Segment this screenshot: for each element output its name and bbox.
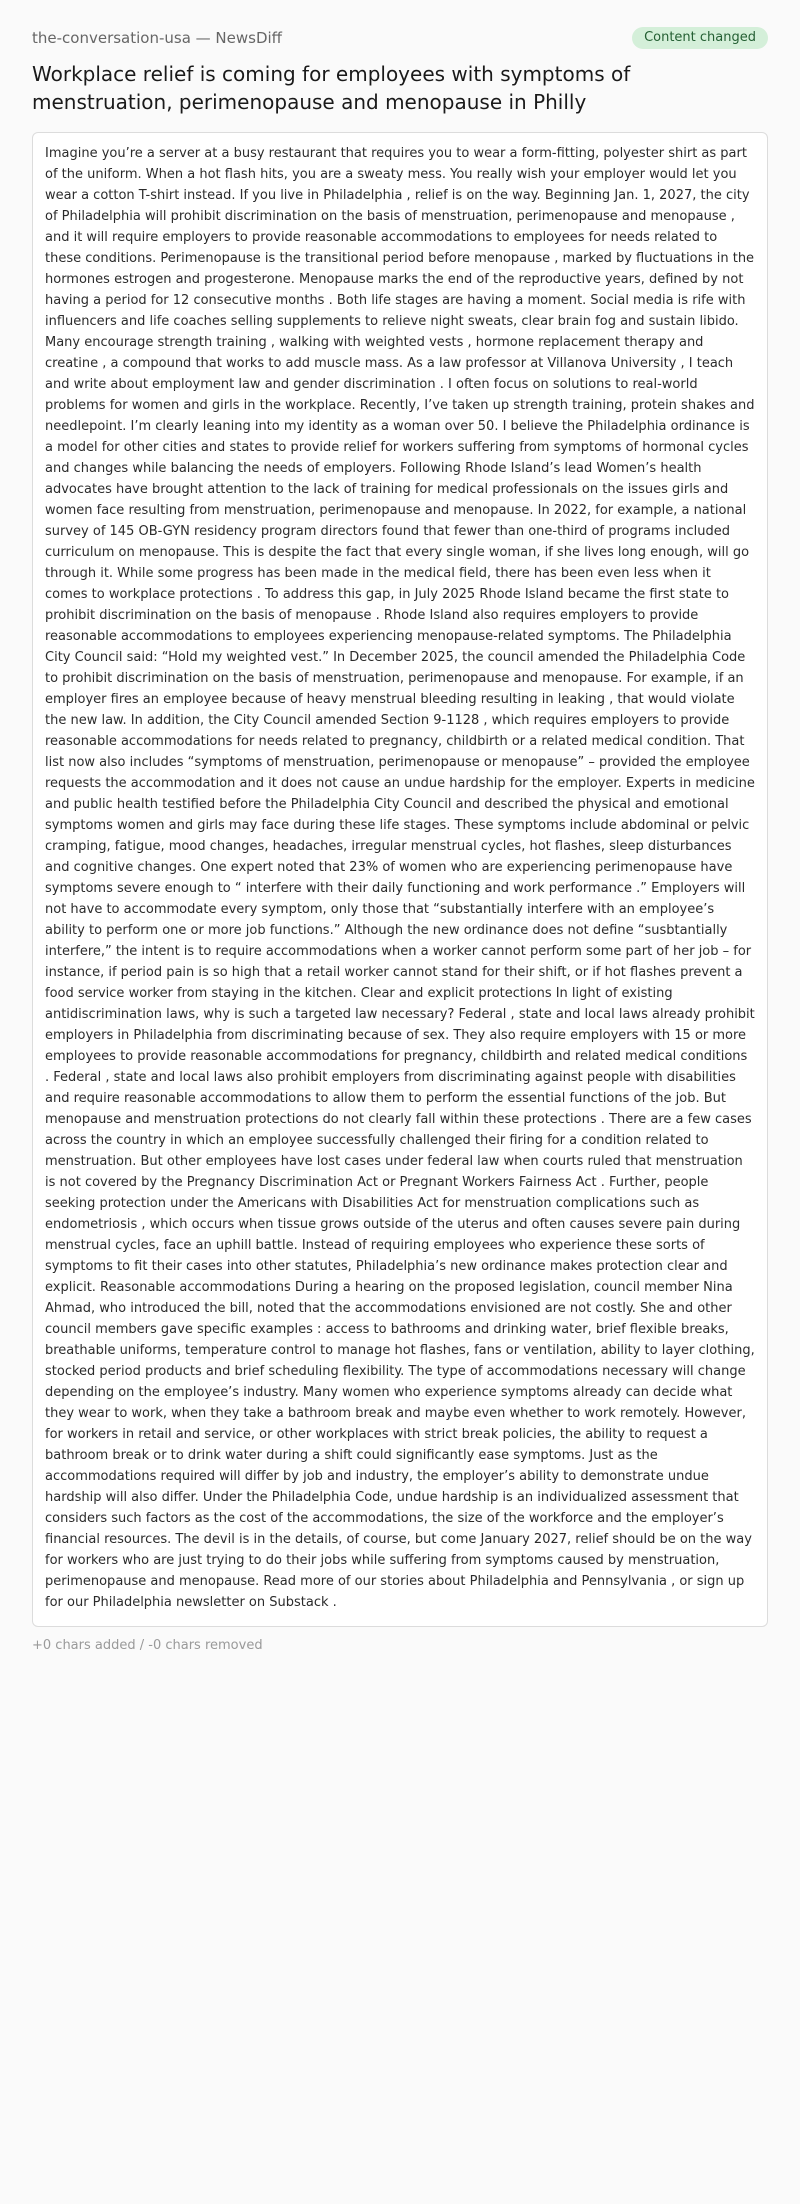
- diff-stats: +0 chars added / -0 chars removed: [32, 1638, 263, 1653]
- article-title: Workplace relief is coming for employees with symptoms of menstruation, perimenopause and menopause in Philly: [32, 62, 631, 114]
- article-card: [32, 132, 768, 1627]
- article-body: Imagine you’re a server at a busy restaurant that requires you to wear a form-fitting, polyester shirt as part of the uniform. When a hot flash hits, you are a sweaty mess. You really wish your employer would let you wear a cotton T-shirt instead. If you live in Philadelphia , relief is on the way. Beginning Jan. 1, 2027, the city of Philadelphia will prohibit discrimination on the basis of menstruation, perimenopause and menopause , and it will require employers to provide reasonable accommodations to employees for needs related to these conditions. Perimenopause is the transitional period before menopause , marked by fluctuations in the hormones estrogen and progesterone. Menopause marks the end of the reproductive years, defined by not having a period for 12 consecutive months . Both life stages are having a moment. Social media is rife with influencers and life coaches selling supplements to relieve night sweats, clear brain fog and sustain libido. Many encourage strength training , walking with weighted vests , hormone replacement therapy and creatine , a compound that works to add muscle mass. As a law professor at Villanova University , I teach and write about employment law and gender discrimination . I often focus on solutions to real-world problems for women and girls in the workplace. Recently, I’ve taken up strength training, protein shakes and needlepoint. I’m clearly leaning into my identity as a woman over 50. I believe the Philadelphia ordinance is a model for other cities and states to provide relief for workers suffering from symptoms of hormonal cycles and changes while balancing the needs of employers. Following Rhode Island’s lead Women’s health advocates have brought attention to the lack of training for medical professionals on the issues girls and women face resulting from menstruation, perimenopause and menopause. In 2022, for example, a national survey of 145 OB-GYN residency program directors found that fewer than one-third of programs included curriculum on menopause. This is despite the fact that every single woman, if she lives long enough, will go through it. While some progress has been made in the medical field, there has been even less when it comes to workplace protections . To address this gap, in July 2025 Rhode Island became the first state to prohibit discrimination on the basis of menopause . Rhode Island also requires employers to provide reasonable accommodations to employees experiencing menopause-related symptoms. The Philadelphia City Council said: “Hold my weighted vest.” In December 2025, the council amended the Philadelphia Code to prohibit discrimination on the basis of menstruation, perimenopause and menopause. For example, if an employer fires an employee because of heavy menstrual bleeding resulting in leaking , that would violate the new law. In addition, the City Council amended Section 9-1128 , which requires employers to provide reasonable accommodations for needs related to pregnancy, childbirth or a related medical condition. That list now also includes “symptoms of menstruation, perimenopause or menopause” – provided the employee requests the accommodation and it does not cause an undue hardship for the employer. Experts in medicine and public health testified before the Philadelphia City Council and described the physical and emotional symptoms women and girls may face during these life stages. These symptoms include abdominal or pelvic cramping, fatigue, mood changes, headaches, irregular menstrual cycles, hot flashes, sleep disturbances and cognitive changes. One expert noted that 23% of women who are experiencing perimenopause have symptoms severe enough to “ interfere with their daily functioning and work performance .” Employers will not have to accommodate every symptom, only those that “substantially interfere with an employee’s ability to perform one or more job functions.” Although the new ordinance does not define “susbtantially interfere,” the intent is to require accommodations when a worker cannot perform some part of her job – for instance, if period pain is so high that a retail worker cannot stand for their shift, or if hot flashes prevent a food service worker from staying in the kitchen. Clear and explicit protections In light of existing antidiscrimination laws, why is such a targeted law necessary? Federal , state and local laws already prohibit employers in Philadelphia from discriminating because of sex. They also require employers with 15 or more employees to provide reasonable accommodations for pregnancy, childbirth and related medical conditions . Federal , state and local laws also prohibit employers from discriminating against people with disabilities and require reasonable accommodations to allow them to perform the essential functions of the job. But menopause and menstruation protections do not clearly fall within these protections . There are a few cases across the country in which an employee successfully challenged their firing for a condition related to menstruation. But other employees have lost cases under federal law when courts ruled that menstruation is not covered by the Pregnancy Discrimination Act or Pregnant Workers Fairness Act . Further, people seeking protection under the Americans with Disabilities Act for menstruation complications such as endometriosis , which occurs when tissue grows outside of the uterus and often causes severe pain during menstrual cycles, face an uphill battle. Instead of requiring employees who experience these sorts of symptoms to fit their cases into other statutes, Philadelphia’s new ordinance makes protection clear and explicit. Reasonable accommodations During a hearing on the proposed legislation, council member Nina Ahmad, who introduced the bill, noted that the accommodations envisioned are not costly. She and other council members gave specific examples : access to bathrooms and drinking water, brief flexible breaks, breathable uniforms, temperature control to manage hot flashes, fans or ventilation, ability to layer clothing, stocked period products and brief scheduling flexibility. The type of accommodations necessary will change depending on the employee’s industry. Many women who experience symptoms already can decide what they wear to work, when they take a bathroom break and maybe even whether to work remotely. However, for workers in retail and service, or other workplaces with strict break policies, the ability to request a bathroom break or to drink water during a shift could significantly ease symptoms. Just as the accommodations required will differ by job and industry, the employer’s ability to demonstrate undue hardship will also differ. Under the Philadelphia Code, undue hardship is an individualized assessment that considers such factors as the cost of the accommodations, the size of the workforce and the employer’s financial resources. The devil is in the details, of course, but come January 2027, relief should be on the way for workers who are just trying to do their jobs while suffering from symptoms caused by menstruation, perimenopause and menopause. Read more of our stories about Philadelphia and Pennsylvania , or sign up for our Philadelphia newsletter on Substack .: [45, 146, 755, 1610]
- source-label: the-conversation-usa — NewsDiff: [32, 29, 283, 47]
- top-bar: [32, 28, 768, 48]
- status-badge: Content changed: [632, 27, 768, 49]
